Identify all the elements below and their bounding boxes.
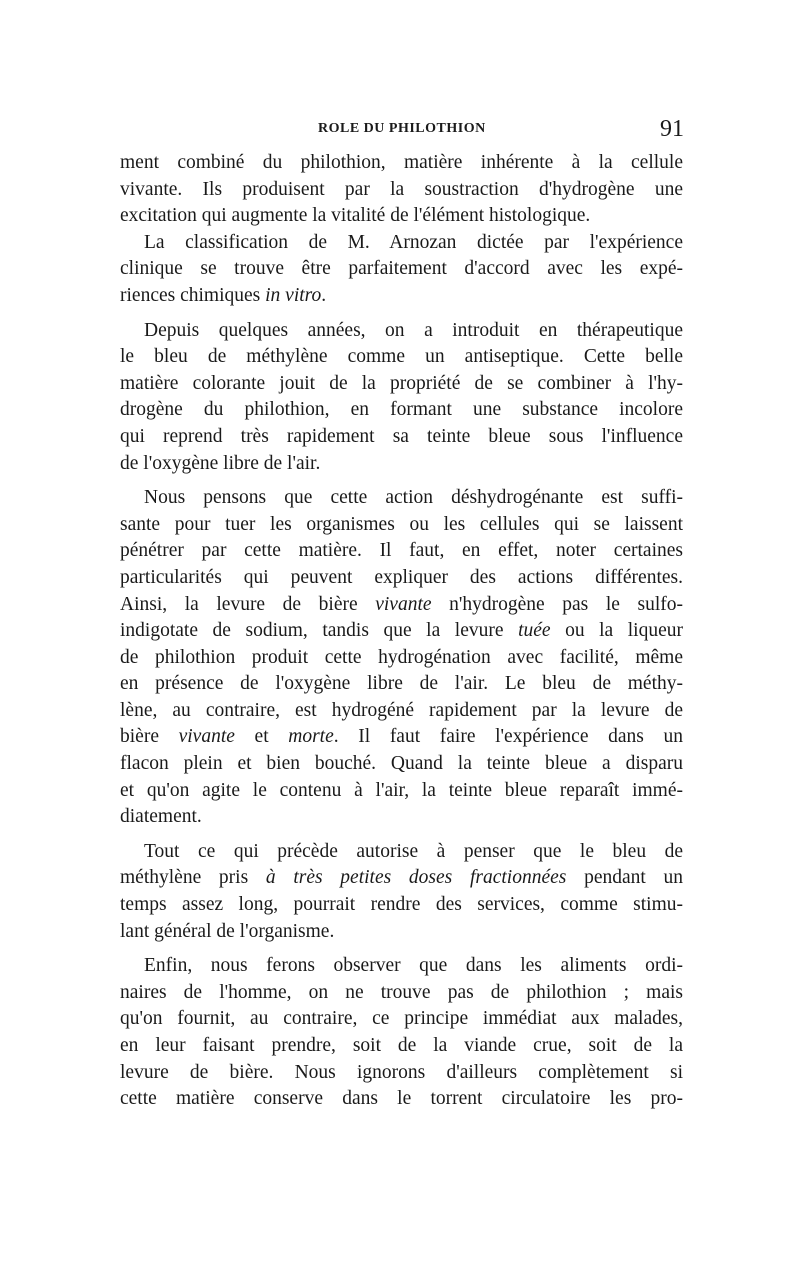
text-line [120,618,683,645]
text-line: le bleu de méthylène comme un antiseptique. Cette belle [120,346,683,368]
text-line: particularités qui peuvent expliquer des actions différentes. [120,566,683,588]
italic-text: vivante [375,593,432,615]
paragraph [120,318,683,478]
body-text [120,150,683,1113]
text-line: Nous pensons que cette action déshydrogénante est suffi- [144,487,683,509]
text-line: ment combiné du philothion, matière inhérente à la cellule [120,152,683,173]
text-run: bière [120,726,179,748]
text-line: drogène du philothion, en formant une substance incolore [120,399,683,421]
text-line: Enfin, nous ferons observer que dans les aliments ordi- [144,955,683,977]
text-run: . [321,284,327,306]
text-line [120,592,683,619]
text-run: pendant un [566,867,683,889]
text-line [120,724,683,751]
text-run: et [234,726,289,748]
text-line: en leur faisant prendre, soit de la viande crue, soit de la [120,1035,683,1056]
paragraph [120,953,683,1113]
text-line: en présence de l'oxygène libre de l'air. Le bleu de méthy- [120,673,683,695]
paragraph [120,485,683,831]
text-run: indigotate de sodium, tandis que la levure [120,620,519,642]
text-line: qui reprend très rapidement sa teinte bleue sous l'influence [120,425,683,447]
paragraph [120,150,683,230]
paragraph [120,230,683,310]
text-line: sante pour tuer les organismes ou les cellules qui se laissent [120,513,683,535]
text-line: naires de l'homme, on ne trouve pas de philothion ; mais [120,981,683,1003]
running-title: ROLE DU PHILOTHION [318,121,486,136]
text-run: ou la liqueur [550,620,683,642]
text-line: clinique se trouve être parfaitement d'accord avec les expé- [120,258,683,280]
text-line: diatement. [120,806,202,828]
paragraph [120,839,683,945]
text-line: de philothion produit cette hydrogénation avec facilité, même [120,646,683,668]
text-line: flacon plein et bien bouché. Quand la teinte bleue a disparu [120,753,683,775]
text-line: Tout ce qui précède autorise à penser que le bleu de [144,840,683,862]
text-line: matière colorante jouit de la propriété de se combiner à l'hy- [120,372,683,394]
text-line: La classification de M. Arnozan dictée par l'expérience [144,231,683,253]
text-line: et qu'on agite le contenu à l'air, la teinte bleue reparaît immé- [120,779,683,801]
italic-text: tuée [518,620,551,642]
text-line [120,283,683,310]
text-run: Ainsi, la levure de bière [120,593,376,615]
text-run: . Il faut faire l'expérience dans un [333,726,683,748]
text-line: qu'on fournit, au contraire, ce principe immédiat aux malades, [120,1008,683,1030]
text-line: de l'oxygène libre de l'air. [120,452,321,474]
text-line: pénétrer par cette matière. Il faut, en effet, noter certaines [120,540,683,562]
text-run: riences chimiques [120,284,266,306]
italic-text: in vitro [265,284,322,306]
italic-text: morte [288,726,334,748]
text-run: méthylène pris [120,867,266,889]
text-line: vivante. Ils produisent par la soustraction d'hydrogène une [120,178,683,200]
text-line [120,865,683,892]
italic-text: vivante [178,726,235,748]
text-line: cette matière conserve dans le torrent circulatoire les pro- [120,1088,683,1110]
text-line: temps assez long, pourrait rendre des services, comme stimu- [120,894,683,916]
italic-text: à très petites doses fractionnées [265,867,567,889]
page-header [318,114,684,144]
text-line: excitation qui augmente la vitalité de l'élément histologique. [120,205,591,227]
text-run: n'hydrogène pas le sulfo- [431,593,683,615]
text-line: Depuis quelques années, on a introduit en thérapeutique [144,319,683,341]
text-line: levure de bière. Nous ignorons d'ailleurs complètement si [120,1061,683,1083]
text-line: lant général de l'organisme. [120,920,335,942]
text-line: lène, au contraire, est hydrogéné rapidement par la levure de [120,699,683,721]
page-number: 91 [660,115,684,142]
